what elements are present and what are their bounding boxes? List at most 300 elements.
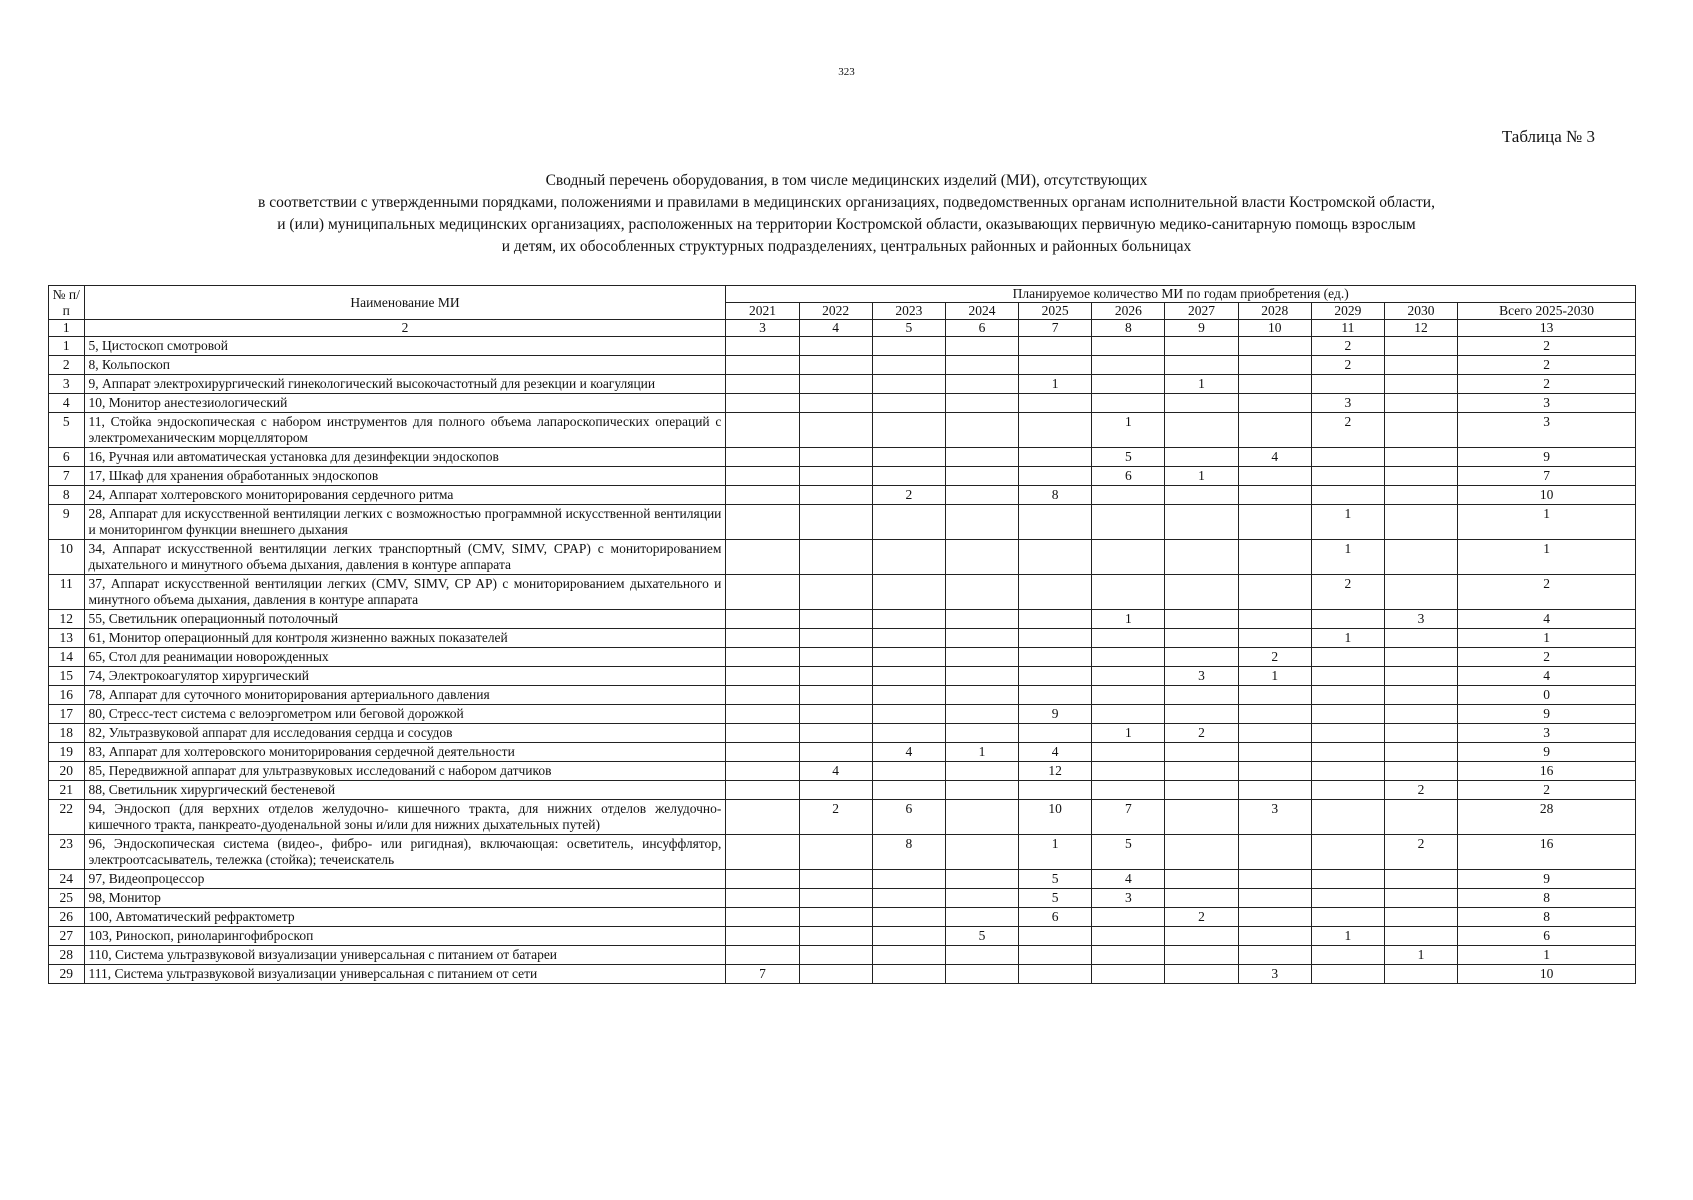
year-quantity	[1019, 781, 1092, 800]
header-year: 2026	[1092, 303, 1165, 320]
year-quantity	[799, 648, 872, 667]
year-quantity	[726, 467, 799, 486]
table-row	[49, 337, 1636, 356]
total-quantity: 0	[1458, 686, 1636, 705]
row-number: 18	[49, 724, 85, 743]
equipment-name: 34, Аппарат искусственной вентиляции легких транспортный (CMV, SIMV, CPAP) с мониторированием дыхательного и минутного объема дыхания, давления в контуре аппарата	[84, 540, 726, 575]
year-quantity	[1238, 505, 1311, 540]
year-quantity	[799, 413, 872, 448]
year-quantity: 5	[1019, 889, 1092, 908]
year-quantity	[1238, 889, 1311, 908]
year-quantity: 1	[1019, 375, 1092, 394]
year-quantity	[1019, 540, 1092, 575]
row-number: 8	[49, 486, 85, 505]
row-number: 29	[49, 965, 85, 984]
year-quantity	[799, 610, 872, 629]
year-quantity: 7	[1092, 800, 1165, 835]
year-quantity	[1311, 908, 1384, 927]
table-row	[49, 648, 1636, 667]
table-row	[49, 667, 1636, 686]
year-quantity	[1092, 908, 1165, 927]
year-quantity	[1165, 356, 1238, 375]
year-quantity	[726, 762, 799, 781]
year-quantity	[945, 762, 1018, 781]
header-year: 2022	[799, 303, 872, 320]
year-quantity	[872, 889, 945, 908]
total-quantity: 9	[1458, 743, 1636, 762]
year-quantity	[799, 965, 872, 984]
year-quantity	[1165, 540, 1238, 575]
year-quantity	[872, 448, 945, 467]
year-quantity	[726, 629, 799, 648]
header-year: 2030	[1384, 303, 1457, 320]
year-quantity	[1092, 667, 1165, 686]
equipment-name: 74, Электрокоагулятор хирургический	[84, 667, 726, 686]
equipment-name: 110, Система ультразвуковой визуализации универсальная с питанием от батареи	[84, 946, 726, 965]
year-quantity	[1165, 927, 1238, 946]
year-quantity: 10	[1019, 800, 1092, 835]
year-quantity	[1384, 762, 1457, 781]
year-quantity	[945, 648, 1018, 667]
row-number: 10	[49, 540, 85, 575]
row-number: 27	[49, 927, 85, 946]
year-quantity	[872, 540, 945, 575]
year-quantity	[799, 540, 872, 575]
year-quantity	[1165, 575, 1238, 610]
year-quantity	[1384, 356, 1457, 375]
table-row	[49, 394, 1636, 413]
total-quantity: 1	[1458, 629, 1636, 648]
equipment-name: 11, Стойка эндоскопическая с набором инструментов для полного объема лапароскопических операций с электромеханическим морцеллятором	[84, 413, 726, 448]
year-quantity	[1311, 610, 1384, 629]
year-quantity	[872, 667, 945, 686]
year-quantity	[1384, 648, 1457, 667]
year-quantity	[726, 870, 799, 889]
year-quantity	[1384, 575, 1457, 610]
year-quantity	[726, 946, 799, 965]
total-quantity: 10	[1458, 486, 1636, 505]
header-row	[49, 286, 1636, 303]
year-quantity	[872, 505, 945, 540]
year-quantity	[872, 394, 945, 413]
header-num: № п/п	[49, 286, 85, 320]
year-quantity	[1165, 781, 1238, 800]
year-quantity: 4	[799, 762, 872, 781]
year-quantity	[945, 486, 1018, 505]
table-row	[49, 724, 1636, 743]
total-quantity: 1	[1458, 946, 1636, 965]
year-quantity	[1019, 337, 1092, 356]
year-quantity	[1165, 648, 1238, 667]
row-number: 7	[49, 467, 85, 486]
year-quantity	[872, 762, 945, 781]
year-quantity	[799, 705, 872, 724]
table-row	[49, 375, 1636, 394]
year-quantity	[726, 800, 799, 835]
year-quantity	[1311, 762, 1384, 781]
table-row	[49, 413, 1636, 448]
equipment-name: 96, Эндоскопическая система (видео-, фибро- или ригидная), включающая: осветитель, инсуффлятор, электроотсасыватель, тележка (стойка); течеискатель	[84, 835, 726, 870]
year-quantity	[726, 375, 799, 394]
column-index: 4	[799, 320, 872, 337]
year-quantity	[726, 743, 799, 762]
year-quantity	[1165, 835, 1238, 870]
year-quantity	[1384, 337, 1457, 356]
table-row	[49, 908, 1636, 927]
row-number: 24	[49, 870, 85, 889]
header-year: 2024	[945, 303, 1018, 320]
year-quantity	[726, 486, 799, 505]
year-quantity: 8	[872, 835, 945, 870]
year-quantity: 2	[1311, 413, 1384, 448]
year-quantity	[872, 908, 945, 927]
year-quantity	[726, 889, 799, 908]
year-quantity	[872, 946, 945, 965]
year-quantity	[1092, 394, 1165, 413]
table-row	[49, 610, 1636, 629]
header-year: 2025	[1019, 303, 1092, 320]
year-quantity	[1165, 686, 1238, 705]
year-quantity	[872, 575, 945, 610]
year-quantity	[1165, 413, 1238, 448]
year-quantity	[799, 486, 872, 505]
year-quantity	[1165, 486, 1238, 505]
year-quantity	[1238, 467, 1311, 486]
header-year: 2028	[1238, 303, 1311, 320]
total-quantity: 2	[1458, 375, 1636, 394]
year-quantity	[799, 356, 872, 375]
total-quantity: 4	[1458, 667, 1636, 686]
column-index: 11	[1311, 320, 1384, 337]
year-quantity	[799, 946, 872, 965]
column-index-row	[49, 320, 1636, 337]
year-quantity	[1384, 467, 1457, 486]
year-quantity	[1238, 575, 1311, 610]
year-quantity	[945, 356, 1018, 375]
year-quantity	[799, 743, 872, 762]
year-quantity: 1	[1165, 375, 1238, 394]
year-quantity	[1019, 946, 1092, 965]
year-quantity: 1	[1092, 724, 1165, 743]
year-quantity	[1019, 394, 1092, 413]
year-quantity	[1019, 965, 1092, 984]
year-quantity	[1311, 648, 1384, 667]
table-row	[49, 835, 1636, 870]
table-row	[49, 927, 1636, 946]
year-quantity	[1384, 889, 1457, 908]
year-quantity: 5	[945, 927, 1018, 946]
year-quantity	[1238, 486, 1311, 505]
year-quantity	[1165, 337, 1238, 356]
year-quantity: 1	[1311, 629, 1384, 648]
year-quantity	[1384, 927, 1457, 946]
year-quantity: 6	[1092, 467, 1165, 486]
year-quantity	[1238, 413, 1311, 448]
year-quantity	[799, 870, 872, 889]
year-quantity	[726, 356, 799, 375]
year-quantity	[726, 705, 799, 724]
year-quantity	[1165, 610, 1238, 629]
year-quantity	[872, 648, 945, 667]
year-quantity	[1092, 648, 1165, 667]
year-quantity	[1019, 505, 1092, 540]
row-number: 11	[49, 575, 85, 610]
year-quantity	[1238, 629, 1311, 648]
year-quantity	[726, 610, 799, 629]
year-quantity	[1019, 629, 1092, 648]
year-quantity	[1311, 467, 1384, 486]
year-quantity	[1238, 686, 1311, 705]
row-number: 22	[49, 800, 85, 835]
table-row	[49, 743, 1636, 762]
year-quantity: 2	[1311, 337, 1384, 356]
header-year: 2021	[726, 303, 799, 320]
column-index: 12	[1384, 320, 1457, 337]
column-index: 2	[84, 320, 726, 337]
document-title	[60, 170, 1633, 258]
year-quantity	[1238, 908, 1311, 927]
year-quantity: 4	[872, 743, 945, 762]
equipment-name: 103, Риноскоп, риноларингофиброскоп	[84, 927, 726, 946]
year-quantity	[1019, 575, 1092, 610]
column-index: 9	[1165, 320, 1238, 337]
year-quantity: 12	[1019, 762, 1092, 781]
table-row	[49, 762, 1636, 781]
year-quantity	[1092, 486, 1165, 505]
year-quantity	[945, 375, 1018, 394]
year-quantity	[1238, 724, 1311, 743]
year-quantity	[726, 394, 799, 413]
year-quantity	[1092, 337, 1165, 356]
page-number: 323	[838, 66, 855, 78]
year-quantity: 5	[1092, 448, 1165, 467]
equipment-name: 37, Аппарат искусственной вентиляции легких (CMV, SIMV, CP AP) с мониторированием дыхательного и минутного объема дыхания, давления в контуре аппарата	[84, 575, 726, 610]
year-quantity	[799, 448, 872, 467]
title-line: и детям, их обособленных структурных подразделениях, центральных районных и районных больницах	[501, 238, 1192, 255]
year-quantity	[872, 337, 945, 356]
table-row	[49, 540, 1636, 575]
table-row	[49, 889, 1636, 908]
year-quantity	[1238, 356, 1311, 375]
year-quantity: 1	[1311, 540, 1384, 575]
title-line: Сводный перечень оборудования, в том числе медицинских изделий (МИ), отсутствующих	[545, 172, 1148, 189]
year-quantity	[1165, 448, 1238, 467]
year-quantity	[726, 908, 799, 927]
year-quantity: 4	[1092, 870, 1165, 889]
equipment-name: 94, Эндоскоп (для верхних отделов желудочно- кишечного тракта, для нижних отделов желудочно-кишечного тракта, панкреато-дуоденальной зоны и/или для нижних дыхательных путей)	[84, 800, 726, 835]
row-number: 20	[49, 762, 85, 781]
year-quantity	[1384, 965, 1457, 984]
row-number: 17	[49, 705, 85, 724]
year-quantity	[1384, 908, 1457, 927]
year-quantity: 5	[1092, 835, 1165, 870]
year-quantity	[1019, 648, 1092, 667]
year-quantity: 3	[1238, 800, 1311, 835]
equipment-name: 8, Кольпоскоп	[84, 356, 726, 375]
year-quantity: 1	[1311, 505, 1384, 540]
year-quantity	[945, 705, 1018, 724]
total-quantity: 3	[1458, 394, 1636, 413]
year-quantity	[1384, 629, 1457, 648]
year-quantity	[872, 927, 945, 946]
year-quantity	[799, 505, 872, 540]
year-quantity	[1019, 413, 1092, 448]
year-quantity	[945, 394, 1018, 413]
row-number: 13	[49, 629, 85, 648]
table-row	[49, 505, 1636, 540]
title-line: и (или) муниципальных медицинских организациях, расположенных на территории Костромской области, оказывающих первичную медико-санитарную помощь взрослым	[277, 216, 1416, 233]
year-quantity	[1311, 486, 1384, 505]
year-quantity	[1311, 686, 1384, 705]
year-quantity	[799, 686, 872, 705]
row-number: 6	[49, 448, 85, 467]
title-line: в соответствии с утвержденными порядками, положениями и правилами в медицинских организациях, подведомственных органам исполнительной власти Костромской области,	[258, 194, 1435, 211]
year-quantity	[1238, 835, 1311, 870]
year-quantity	[872, 610, 945, 629]
year-quantity	[1092, 743, 1165, 762]
year-quantity	[1092, 629, 1165, 648]
year-quantity	[1092, 375, 1165, 394]
year-quantity	[799, 724, 872, 743]
row-number: 15	[49, 667, 85, 686]
row-number: 23	[49, 835, 85, 870]
total-quantity: 9	[1458, 705, 1636, 724]
row-number: 16	[49, 686, 85, 705]
equipment-name: 16, Ручная или автоматическая установка для дезинфекции эндоскопов	[84, 448, 726, 467]
column-index: 3	[726, 320, 799, 337]
year-quantity	[945, 413, 1018, 448]
year-quantity	[1384, 540, 1457, 575]
equipment-name: 10, Монитор анестезиологический	[84, 394, 726, 413]
header-year: 2027	[1165, 303, 1238, 320]
year-quantity	[799, 337, 872, 356]
year-quantity	[799, 375, 872, 394]
year-quantity	[1092, 946, 1165, 965]
total-quantity: 3	[1458, 724, 1636, 743]
total-quantity: 1	[1458, 540, 1636, 575]
year-quantity	[872, 356, 945, 375]
year-quantity	[1311, 448, 1384, 467]
year-quantity	[945, 686, 1018, 705]
row-number: 19	[49, 743, 85, 762]
year-quantity	[726, 413, 799, 448]
year-quantity	[1384, 448, 1457, 467]
table-row	[49, 705, 1636, 724]
year-quantity	[872, 629, 945, 648]
year-quantity: 1	[1165, 467, 1238, 486]
year-quantity	[1019, 448, 1092, 467]
year-quantity	[1311, 800, 1384, 835]
year-quantity	[726, 540, 799, 575]
year-quantity	[799, 889, 872, 908]
year-quantity	[1311, 375, 1384, 394]
equipment-name: 83, Аппарат для холтеровского мониторирования сердечной деятельности	[84, 743, 726, 762]
year-quantity	[1238, 762, 1311, 781]
year-quantity	[1384, 505, 1457, 540]
year-quantity	[1092, 705, 1165, 724]
total-quantity: 2	[1458, 575, 1636, 610]
year-quantity: 2	[1384, 835, 1457, 870]
year-quantity	[726, 505, 799, 540]
equipment-name: 97, Видеопроцессор	[84, 870, 726, 889]
year-quantity: 1	[1092, 413, 1165, 448]
year-quantity	[945, 965, 1018, 984]
year-quantity: 1	[1238, 667, 1311, 686]
equipment-name: 55, Светильник операционный потолочный	[84, 610, 726, 629]
year-quantity	[945, 781, 1018, 800]
table-row	[49, 467, 1636, 486]
year-quantity	[726, 835, 799, 870]
table-row	[49, 965, 1636, 984]
year-quantity	[1384, 413, 1457, 448]
year-quantity: 1	[1384, 946, 1457, 965]
year-quantity: 2	[1384, 781, 1457, 800]
year-quantity	[726, 927, 799, 946]
year-quantity	[945, 575, 1018, 610]
year-quantity	[1165, 800, 1238, 835]
year-quantity: 5	[1019, 870, 1092, 889]
year-quantity	[726, 337, 799, 356]
year-quantity	[1384, 375, 1457, 394]
year-quantity: 1	[945, 743, 1018, 762]
row-number: 1	[49, 337, 85, 356]
column-index: 5	[872, 320, 945, 337]
year-quantity: 3	[1384, 610, 1457, 629]
total-quantity: 4	[1458, 610, 1636, 629]
equipment-name: 28, Аппарат для искусственной вентиляции легких с возможностью программной искусственной вентиляции и мониторингом функции внешнего дыхания	[84, 505, 726, 540]
total-quantity: 2	[1458, 337, 1636, 356]
total-quantity: 9	[1458, 870, 1636, 889]
year-quantity	[1092, 356, 1165, 375]
year-quantity	[1311, 965, 1384, 984]
total-quantity: 1	[1458, 505, 1636, 540]
year-quantity	[945, 540, 1018, 575]
year-quantity: 3	[1092, 889, 1165, 908]
year-quantity	[1165, 394, 1238, 413]
year-quantity	[1311, 743, 1384, 762]
table-row	[49, 356, 1636, 375]
equipment-name: 100, Автоматический рефрактометр	[84, 908, 726, 927]
year-quantity	[1092, 762, 1165, 781]
year-quantity	[1092, 575, 1165, 610]
year-quantity	[945, 610, 1018, 629]
equipment-table	[48, 285, 1636, 984]
table-row	[49, 870, 1636, 889]
row-number: 12	[49, 610, 85, 629]
year-quantity	[799, 781, 872, 800]
equipment-name: 82, Ультразвуковой аппарат для исследования сердца и сосудов	[84, 724, 726, 743]
row-number: 4	[49, 394, 85, 413]
total-quantity: 16	[1458, 762, 1636, 781]
total-quantity: 3	[1458, 413, 1636, 448]
year-quantity	[1384, 486, 1457, 505]
year-quantity	[799, 394, 872, 413]
year-quantity	[1019, 927, 1092, 946]
year-quantity	[872, 413, 945, 448]
total-quantity: 2	[1458, 648, 1636, 667]
row-number: 9	[49, 505, 85, 540]
year-quantity	[799, 835, 872, 870]
year-quantity	[945, 629, 1018, 648]
table-row	[49, 486, 1636, 505]
equipment-name: 24, Аппарат холтеровского мониторирования сердечного ритма	[84, 486, 726, 505]
year-quantity	[799, 908, 872, 927]
year-quantity: 2	[1311, 356, 1384, 375]
year-quantity	[1311, 705, 1384, 724]
row-number: 3	[49, 375, 85, 394]
equipment-name: 65, Стол для реанимации новорожденных	[84, 648, 726, 667]
year-quantity: 2	[872, 486, 945, 505]
